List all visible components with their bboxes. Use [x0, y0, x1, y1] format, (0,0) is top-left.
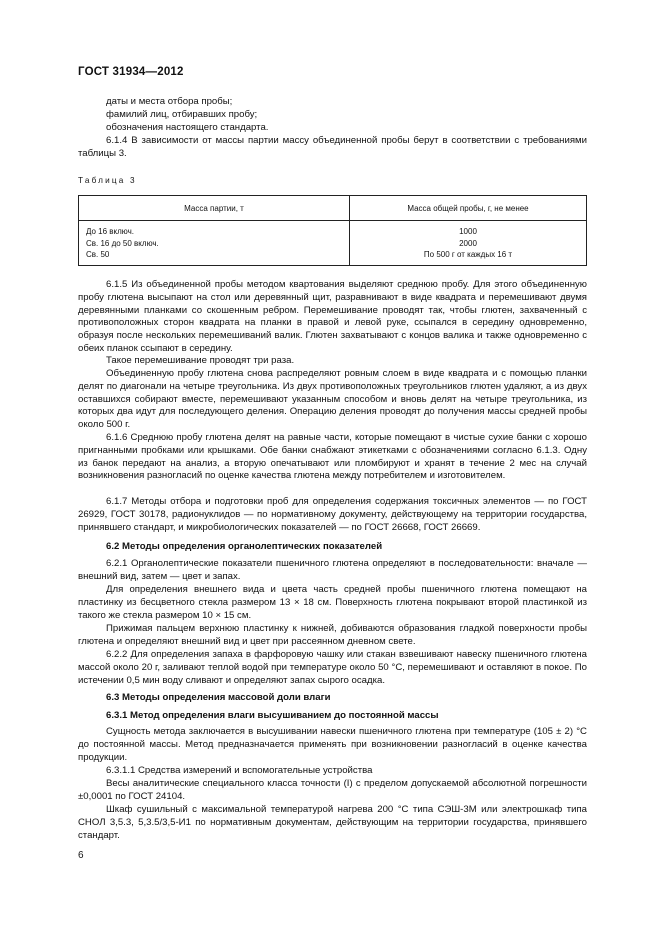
section-heading-6-2: 6.2 Методы определения органолептических показателей	[106, 541, 383, 552]
table-cell-col2	[350, 221, 587, 266]
paragraph-6-1-4: 6.1.4 В зависимости от массы партии массу объединенной пробы берут в соответствии с требованиями таблицы 3.	[78, 135, 587, 159]
paragraph-6-1-6: 6.1.6 Среднюю пробу глютена делят на равные части, которые помещают в чистые сухие банки с хорошо пригнанными пробками или крышками. Обе банки снабжают этикетками с обозначениями согласно 6.1.3. Одну из банок передают на анализ, а вторую опечатывают или пломбируют и хранят в течение 2 мес на случай возникновения разногласий по оценке качества глютена между потребителем и изготовителем.	[78, 432, 587, 482]
paragraph-6-3-1-1: 6.3.1.1 Средства измерений и вспомогательные устройства	[106, 765, 373, 776]
table-cell-line: Св. 16 до 50 включ.	[86, 238, 159, 248]
table-cell-line: 2000	[459, 238, 477, 248]
table-cell-line: До 16 включ.	[86, 227, 135, 236]
section-heading-6-3-1: 6.3.1 Метод определения влаги высушиванием до постоянной массы	[106, 710, 439, 721]
table-cell-line: Св. 50	[86, 250, 110, 260]
table-cell-col1	[79, 221, 350, 266]
paragraph-6-1-5-c: Объединенную пробу глютена снова распределяют ровным слоем в виде квадрата и с помощью планки делят по диагонали на четыре треугольника. Из двух противоположных треугольников глютен удаляют, а из двух оставшихся собирают вместе, перемешивают указанным способом и вновь делят на четыре треугольника, из которых два идут для последующего деления. Операцию деления проводят до получения массы средней пробы около 500 г.	[78, 368, 587, 431]
page-number: 6	[78, 850, 84, 861]
table-header-mass-sample: Масса общей пробы, г, не менее	[350, 196, 587, 221]
paragraph-6-3-1-1-c: Шкаф сушильный с максимальной температурой нагрева 200 °С типа СЭШ-3М или электрошкаф типа СНОЛ 3,5.3, 5,3.5/3,5-И1 по нормативным документам, действующим на территории государства, принявшего стандарт.	[78, 804, 587, 841]
document-header: ГОСТ 31934—2012	[78, 66, 184, 78]
paragraph-6-1-5: 6.1.5 Из объединенной пробы методом квартования выделяют среднюю пробу. Для этого объединенную пробу глютена высыпают на стол или деревянный щит, разравнивают в виде квадрата и перемешивают двумя деревянными планками со скошенным ребром. Перемешивание проводят так, чтобы глютен, захваченный с противоположных сторон квадрата на планки в правой и левой руке, ссыпался в середину одновременно, образуя после нескольких перемешиваний валик. Глютен захватывают с концов валика и также одновременно с обеих планок ссыпают в середину.	[78, 279, 587, 354]
paragraph-6-2-1-c: Прижимая пальцем верхнюю пластинку к нижней, добиваются образования гладкой поверхности пробы глютена и определяют внешний вид и цвет при рассеянном дневном свете.	[78, 623, 587, 647]
section-heading-6-3: 6.3 Методы определения массовой доли влаги	[106, 692, 331, 703]
paragraph-6-2-1: 6.2.1 Органолептические показатели пшеничного глютена определяют в последовательности: вначале — внешний вид, затем — цвет и запах.	[78, 558, 587, 582]
table-cell-line: 1000	[459, 227, 477, 236]
table-row	[79, 221, 587, 266]
paragraph-6-1-5-b: Такое перемешивание проводят три раза.	[106, 355, 295, 366]
intro-line-2: фамилий лиц, отбиравших пробу;	[106, 109, 258, 120]
table-cell-line: По 500 г от каждых 16 т	[423, 250, 513, 260]
paragraph-6-2-2: 6.2.2 Для определения запаха в фарфоровую чашку или стакан взвешивают навеску пшеничного глютена массой около 20 г, заливают теплой водой при температуре около 50 °С, перемешивают и оставляют в покое. По истечении 0,5 мин воду сливают и определяют запах сырого осадка.	[78, 649, 587, 686]
table-caption: Таблица 3	[78, 176, 137, 185]
intro-line-3: обозначения настоящего стандарта.	[106, 122, 269, 133]
table-header-row	[79, 196, 587, 221]
intro-line-1: даты и места отбора пробы;	[106, 96, 233, 107]
table-header-mass-batch: Масса партии, т	[79, 196, 350, 221]
table-3	[78, 195, 587, 266]
paragraph-6-2-1-b: Для определения внешнего вида и цвета часть средней пробы пшеничного глютена помещают на пластинку из бесцветного стекла размером 13 × 18 см. Поверхность глютена покрывают второй пластинкой из такого же стекла размером 10 × 15 см.	[78, 584, 587, 621]
paragraph-6-3-1-1-b: Весы аналитические специального класса точности (I) с пределом допускаемой абсолютной погрешности ±0,0001 по ГОСТ 24104.	[78, 778, 587, 802]
paragraph-6-1-7: 6.1.7 Методы отбора и подготовки проб для определения содержания токсичных элементов — по ГОСТ 26929, ГОСТ 30178, радионуклидов — по нормативному документу, действующему на территории государства, принявшего стандарт, и микробиологических показателей — по ГОСТ 26668, ГОСТ 26669.	[78, 496, 587, 533]
paragraph-6-3-1: Сущность метода заключается в высушивании навески пшеничного глютена при температуре (105 ± 2) °С до постоянной массы. Метод предназначается применять при возникновении разногласий в оценке качества продукции.	[78, 726, 587, 763]
